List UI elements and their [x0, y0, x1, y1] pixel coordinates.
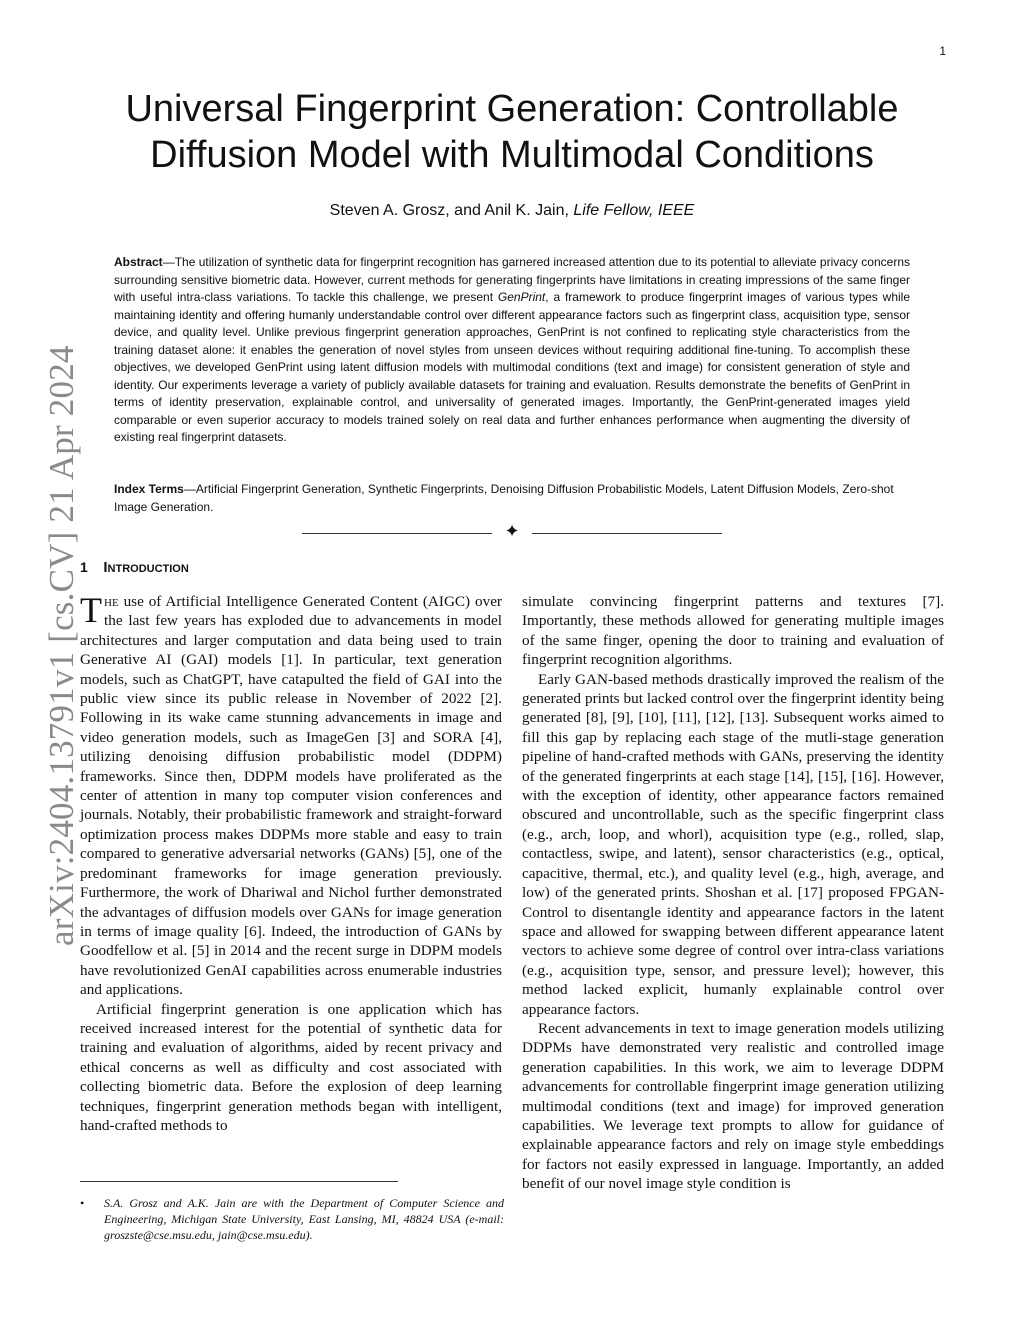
- footnote-bullet-icon: •: [80, 1196, 85, 1210]
- index-terms-text: —Artificial Fingerprint Generation, Synthetic Fingerprints, Denoising Diffusion Probabilistic Models, Latent Diffusion Models, Zero-shot Image Generation.: [114, 482, 894, 514]
- abstract-text-1: —The utilization of synthetic data for fingerprint recognition has garnered increased attention due to its potential to alleviate privacy concerns surrounding sensitive biometric data. However, current methods for generating fingerprints have limitations in creating impressions of the same finger with useful intra-class variations. To tackle this challenge, we present: [114, 255, 910, 304]
- left-column: [80, 592, 502, 1135]
- footnote-rule: [80, 1181, 398, 1182]
- drop-cap: T: [80, 590, 102, 630]
- page-number: 1: [939, 44, 946, 58]
- arxiv-identifier-stamp: arXiv:2404.13791v1 [cs.CV] 21 Apr 2024: [42, 345, 81, 946]
- abstract: [114, 254, 910, 447]
- author-names: Steven A. Grosz, and Anil K. Jain,: [329, 202, 574, 219]
- abstract-genprint: GenPrint: [497, 290, 546, 304]
- divider-line-right: [532, 533, 722, 534]
- intro-paragraph-5: Recent advancements in text to image generation models utilizing DDPMs have demonstrated very realistic and controlled image generation capabilities. In this work, we aim to leverage DDPM advancements for controllable fingerprint image generation utilizing multimodal conditions (text and image) for improved generation capabilities. We leverage text prompts to allow for guidance of explainable appearance factors and rely on image style embeddings for factors not easily expressed in language. Importantly, an added benefit of our novel image style condition is: [522, 1019, 944, 1193]
- paper-title: Universal Fingerprint Generation: Controllable Diffusion Model with Multimodal Conditions: [125, 88, 899, 176]
- abstract-text-2: , a framework to produce fingerprint images of various types while maintaining identity and offering humanly understandable control over different appearance factors such as fingerprint class, acquisition type, sensor device, and quality level. Unlike previous fingerprint generation approaches, GenPrint is not confined to replicating style characteristics from the training dataset alone: it enables the generation of novel styles from unseen devices without requiring additional fine-tuning. To accomplish these objectives, we developed GenPrint using latent diffusion models with multimodal conditions (text and image) for consistent generation of style and identity. Our experiments leverage a variety of publicly available datasets for training and evaluation. Results demonstrate the benefits of GenPrint in terms of identity preservation, explainable control, and universality of generated images. Importantly, the GenPrint-generated images yield comparable or even superior accuracy to models trained solely on real data and further enhances performance when augmenting the diversity of existing real fingerprint datasets.: [114, 290, 911, 444]
- intro-paragraph-1-text: use of Artificial Intelligence Generated Content (AIGC) over the last few years has exploded due to advancements in model architectures and larger computation and data being used to train Generative AI (GAI) models [1]. In particular, text generation models, such as ChatGPT, have catapulted the field of GAI into the public view since its public release in November of 2022 [2]. Following in its wake came stunning advancements in image and video generation models, such as ImageGen [3] and SORA [4], utilizing denoising diffusion probabilistic model (DDPM) frameworks. Since then, DDPM models have proliferated as the center of attention in many top computer vision conferences and journals. Notably, their probabilistic framework and straight-forward optimization process makes DDPMs more stable and easy to train compared to generative adversarial networks (GANs) [5], one of the predominant frameworks for image generation previously. Furthermore, the work of Dhariwal and Nichol further demonstrated the advantages of diffusion models over GANs for image generation in terms of image quality [6]. Indeed, the introduction of GANs by Goodfellow et al. [5] in 2014 and the recent surge in DDPM models have revolutionized GenAI capabilities across enumerable industries and applications.: [80, 593, 502, 999]
- intro-paragraph-2: Artificial fingerprint generation is one application which has received increased interest for the potential of synthetic data for training and evaluation of algorithms, aided by recent privacy and ethical concerns as well as difficulty and cost associated with collecting biometric data. Before the explosion of deep learning techniques, fingerprint generation methods began with intelligent, hand-crafted methods to: [80, 1000, 502, 1134]
- divider-star-icon: ✦: [504, 521, 520, 541]
- abstract-label: Abstract: [114, 255, 163, 269]
- author-affiliation: Life Fellow, IEEE: [573, 202, 695, 219]
- lead-small-caps: he: [104, 593, 119, 610]
- divider-line-left: [302, 533, 492, 534]
- intro-paragraph-1: [80, 592, 502, 1000]
- author-line: [78, 202, 946, 220]
- index-terms-label: Index Terms: [114, 482, 184, 496]
- section-heading: [80, 559, 189, 576]
- footnote: [80, 1195, 504, 1243]
- intro-paragraph-4: Early GAN-based methods drastically improved the realism of the generated prints but lacked control over the fingerprint identity being generated [8], [9], [10], [11], [12], [13]. Subsequent works aimed to fill this gap by replacing each stage of the mutli-stage generation pipeline of hand-crafted methods with GANs, preserving the identity of the generated fingerprints at each stage [14], [15], [16]. However, with the exception of identity, other appearance factors remained obscured and uncontrollable, such as the specific fingerprint class (e.g., arch, loop, and whorl), acquisition type (e.g., rolled, slap, contactless, swipe, and latent), sensor characteristics (e.g., optical, capacitive, thermal, etc.), and quality level (e.g., high, average, and low) of the generated prints. Shoshan et al. [17] proposed FPGAN-Control to disentangle identity and appearance factors in the latent space and allowed for swapping between different appearance latent vectors to achieve some degree of control over intra-class variations (e.g., acquisition type, sensor, and pressure level); however, this method lacked explicit, humanly explainable control over appearance factors.: [522, 670, 944, 1018]
- intro-paragraph-3: simulate convincing fingerprint patterns and textures [7]. Importantly, these methods allowed for generating multiple images of the same finger, opening the door to training and evaluation of fingerprint recognition algorithms.: [522, 593, 944, 669]
- footnote-text: S.A. Grosz and A.K. Jain are with the Department of Computer Science and Engineering, Michigan State University, East Lansing, MI, 48824 USA (e-mail: groszste@cse.msu.edu, jain@cse.msu.edu).: [104, 1196, 504, 1242]
- section-title: Introduction: [103, 559, 189, 576]
- index-terms: [114, 481, 910, 516]
- right-column: [522, 592, 944, 1194]
- section-number: 1: [80, 559, 88, 575]
